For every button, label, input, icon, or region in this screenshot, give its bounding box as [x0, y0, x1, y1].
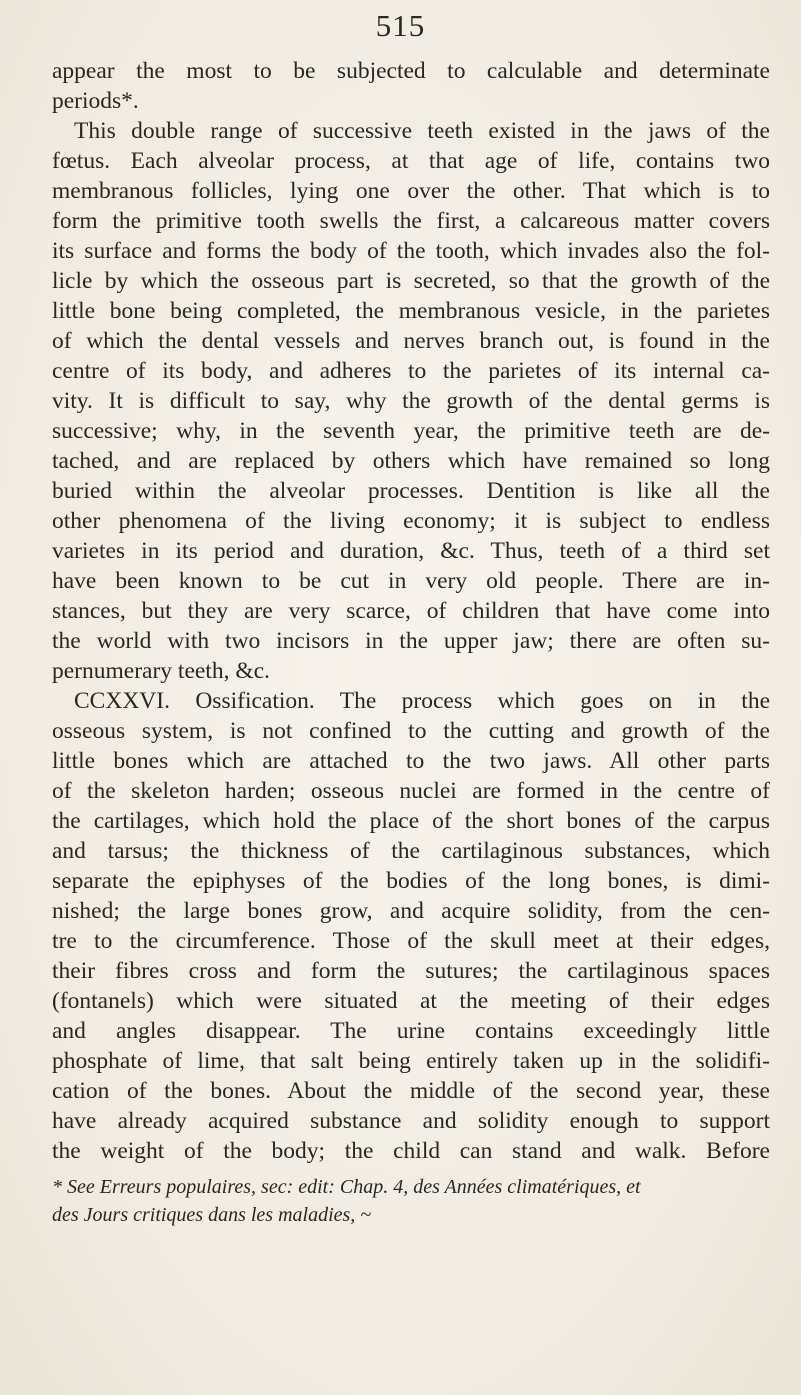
text-line: osseous system, is not confined to the cutting and growth of the: [52, 718, 770, 744]
text-line: other phenomena of the living economy; it is subject to endless: [52, 508, 770, 534]
footnote-line: des Jours critiques dans les maladies, ~: [52, 1204, 372, 1226]
text-line: form the primitive tooth swells the first, a calcareous matter covers: [52, 208, 770, 234]
text-line: pernumerary teeth, &c.: [52, 658, 270, 684]
text-line: varietes in its period and duration, &c. Thus, teeth of a third set: [52, 538, 770, 564]
text-line: centre of its body, and adheres to the parietes of its internal ca-: [52, 358, 770, 384]
text-line: the cartilages, which hold the place of the short bones of the carpus: [52, 808, 770, 834]
text-line: the world with two incisors in the upper jaw; there are often su-: [52, 628, 770, 654]
text-line: the weight of the body; the child can stand and walk. Before: [52, 1138, 770, 1164]
text-line: CCXXVI. Ossification. The process which goes on in the: [74, 688, 770, 714]
text-line: little bone being completed, the membranous vesicle, in the parietes: [52, 298, 770, 324]
text-line: and tarsus; the thickness of the cartilaginous substances, which: [52, 838, 770, 864]
text-line: successive; why, in the seventh year, the primitive teeth are de-: [52, 418, 770, 444]
text-line: have been known to be cut in very old people. There are in-: [52, 568, 770, 594]
text-line: nished; the large bones grow, and acquire solidity, from the cen-: [52, 898, 770, 924]
text-line: stances, but they are very scarce, of children that have come into: [52, 598, 770, 624]
text-line: (fontanels) which were situated at the meeting of their edges: [52, 988, 770, 1014]
text-line: its surface and forms the body of the tooth, which invades also the fol-: [52, 238, 770, 264]
text-line: tre to the circumference. Those of the skull meet at their edges,: [52, 928, 770, 954]
text-line: of which the dental vessels and nerves branch out, is found in the: [52, 328, 770, 354]
text-line: fœtus. Each alveolar process, at that age of life, contains two: [52, 148, 770, 174]
page-number: 515: [375, 8, 426, 43]
text-line: their fibres cross and form the sutures; the cartilaginous spaces: [52, 958, 770, 984]
text-line: This double range of successive teeth existed in the jaws of the: [74, 118, 770, 144]
text-line: buried within the alveolar processes. Dentition is like all the: [52, 478, 770, 504]
text-line: licle by which the osseous part is secreted, so that the growth of the: [52, 268, 770, 294]
text-line: cation of the bones. About the middle of the second year, these: [52, 1078, 770, 1104]
text-line: separate the epiphyses of the bodies of the long bones, is dimi-: [52, 868, 770, 894]
text-line: vity. It is difficult to say, why the growth of the dental germs is: [52, 388, 770, 414]
text-line: have already acquired substance and solidity enough to support: [52, 1108, 770, 1134]
text-line: tached, and are replaced by others which have remained so long: [52, 448, 770, 474]
text-line: membranous follicles, lying one over the other. That which is to: [52, 178, 770, 204]
text-line: phosphate of lime, that salt being entirely taken up in the solidifi-: [52, 1048, 770, 1074]
footnote-line: * See Erreurs populaires, sec: edit: Chap. 4, des Années climatériques, et: [52, 1176, 641, 1198]
text-line: of the skeleton harden; osseous nuclei are formed in the centre of: [52, 778, 770, 804]
text-line: periods*.: [52, 88, 139, 114]
text-line: little bones which are attached to the two jaws. All other parts: [52, 748, 770, 774]
text-line: appear the most to be subjected to calculable and determinate: [52, 58, 770, 84]
text-line: and angles disappear. The urine contains exceedingly little: [52, 1018, 770, 1044]
